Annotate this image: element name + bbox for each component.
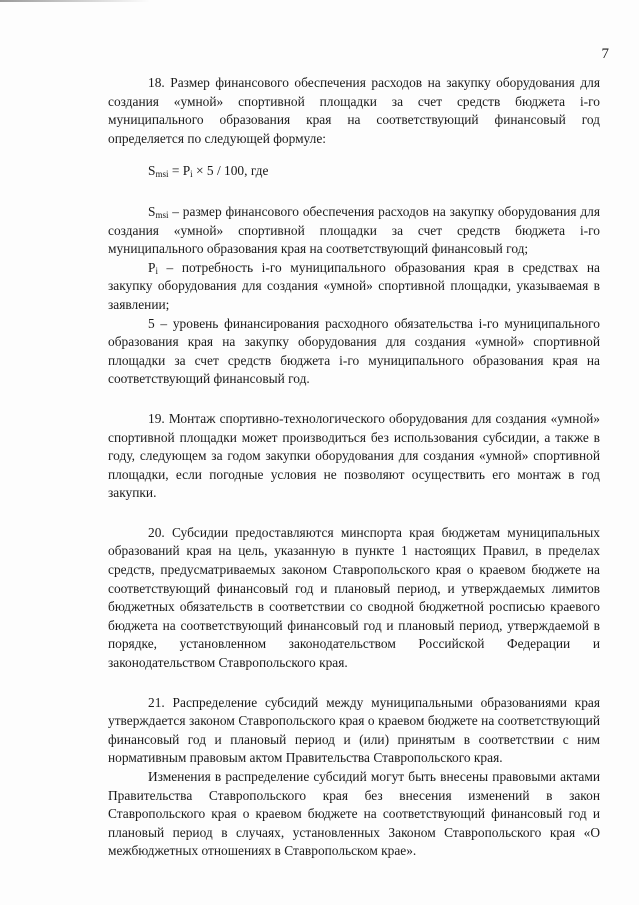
definition-5: 5 – уровень финансирования расходного обязательства i-го муниципального образования края на закупку оборудования для создания «умной» спортивной площадки за счет средств бюджета i-го муниципального образования края на соответствующий финансовый год. (108, 315, 600, 387)
definition-s-symbol: S (148, 203, 156, 219)
paragraph-21-changes: Изменения в распределение субсидий могут быть внесены правовыми актами Правительства Ставропольского края без внесения изменений в закон Ставропольского края о краевом бюджете на соответствующий финансовый год и плановый период в случаях, установленных Законом Ставропольского края «О межбюджетных отношениях в Ставропольском крае». (108, 769, 600, 859)
document-body (108, 74, 600, 861)
definition-s-subscript: msi (155, 209, 169, 220)
paragraph-gap (108, 673, 600, 694)
definition-s (108, 203, 600, 259)
definition-p-subscript: i (155, 265, 158, 276)
formula-rhs-subscript: i (190, 169, 193, 180)
paragraph-20: 20. Субсидии предоставляются минспорта края бюджетам муниципальных образований края на цель, указанную в пункте 1 настоящих Правил, в пределах средств, предусматриваемых законом Ставропольского края о краевом бюджете на соответствующий финансовый год и плановый период, и утверждаемых лимитов бюджетных обязательств в соответствии со сводной бюджетной росписью краевого бюджета на соответствующий финансовый год и плановый период, утверждаемой в порядке, установленном законодательством Российской Федерации и законодательством Ставропольского края. (108, 524, 600, 671)
paragraph-18: 18. Размер финансового обеспечения расходов на закупку оборудования для создания «умной» спортивной площадки за счет средств бюджета i-го муниципального образования края на соответствующий финансовый год определяется по следующей формуле: (108, 75, 600, 146)
paragraph-21: 21. Распределение субсидий между муниципальными образованиями края утверждается законом Ставропольского края о краевом бюджете на соответствующий финансовый год и плановый период и (или) принятым в соответствии с ним нормативным правовым актом Правительства Ставропольского края. (108, 694, 600, 766)
paragraph-19: 19. Монтаж спортивно-технологического оборудования для создания «умной» спортивной площадки может производиться без использования субсидии, а также в году, следующем за годом закупки оборудования для создания «умной» спортивной площадки, если погодные условия не позволяют осуществить его монтаж в год закупки. (108, 410, 600, 501)
definition-p-text: – потребность i-го муниципального образования края в средствах на закупку оборудования для создания «умной» спортивной площадки, указываемая в заявлении; (108, 259, 600, 312)
formula-lhs-subscript: msi (155, 169, 169, 180)
page-number: 7 (601, 46, 609, 62)
formula (108, 162, 600, 181)
definition-p (108, 259, 600, 315)
paragraph-gap (108, 503, 600, 524)
scan-edge-mark (0, 0, 150, 2)
formula-rest: × 5 / 100, где (192, 163, 269, 179)
formula-lhs: S (148, 163, 156, 179)
formula-eq: = P (168, 163, 191, 179)
definition-p-symbol: P (148, 259, 156, 275)
paragraph-gap (108, 389, 600, 410)
definition-s-text: – размер финансового обеспечения расходов на закупку оборудования для создания «умной» спортивной площадки за счет средств бюджета i-го муниципального образования края на соответствующий финансовый год; (108, 203, 600, 257)
